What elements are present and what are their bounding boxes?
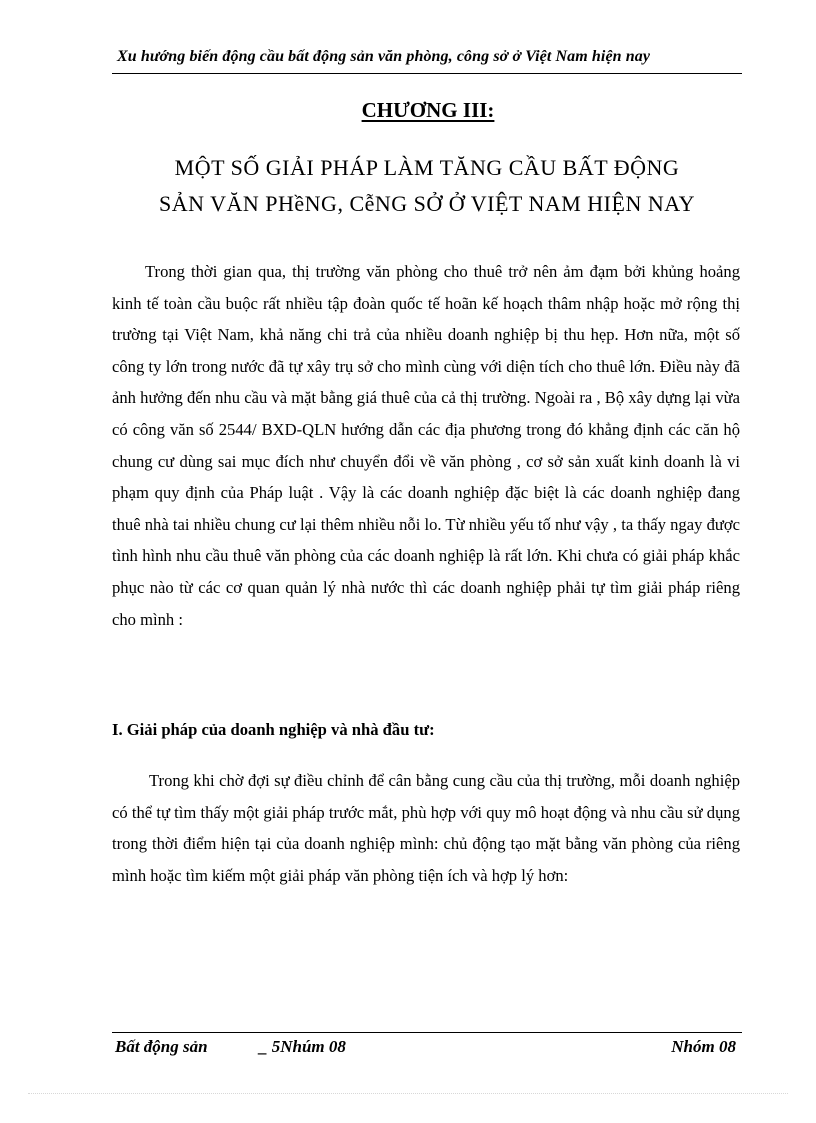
section-paragraph: Trong khi chờ đợi sự điều chỉnh để cân bằng cung cầu của thị trường, mỗi doanh nghiệp có thể tự tìm thấy một giải pháp trước mắt, phù hợp với quy mô hoạt động và nhu cầu sử dụng trong thời điểm hiện tại của doanh nghiệp mình: chủ động tạo mặt bằng văn phòng của riêng mình hoặc tìm kiếm một giải pháp văn phòng tiện ích và hợp lý hơn: [112,771,740,885]
intro-paragraph: Trong thời gian qua, thị trường văn phòng cho thuê trở nên ảm đạm bởi khủng hoảng kinh tế toàn cầu buộc rất nhiều tập đoàn quốc tế hoãn kế hoạch thâm nhập hoặc mở rộng thị trường tại Việt Nam, khả năng chi trả của nhiều doanh nghiệp bị thu hẹp. Hơn nữa, một số công ty lớn trong nước đã tự xây trụ sở cho mình cùng với diện tích cho thuê lớn. Điều này đã ảnh hưởng đến nhu cầu và mặt bằng giá thuê của cả thị trường. Ngoài ra , Bộ xây dựng lại vừa có công văn số 2544/ BXD-QLN hướng dẫn các địa phương trong đó khẳng định các căn hộ chung cư dùng sai mục đích như chuyển đổi về văn phòng , cơ sở sản xuất kinh doanh là vi phạm quy định của Pháp luật . Vậy là các doanh nghiệp đặc biệt là các doanh nghiệp đang thuê nhà tai nhiều chung cư lại thêm nhiều nỗi lo. Từ nhiều yếu tố như vậy , ta thấy ngay được tình hình nhu cầu thuê văn phòng của các doanh nghiệp là rất lớn. Khi chưa có giải pháp khắc phục nào từ các cơ quan quản lý nhà nước thì các doanh nghiệp phải tự tìm giải pháp riêng cho mình : [112,262,740,629]
section-heading: I. Giải pháp của doanh nghiệp và nhà đầu tư: [112,720,435,739]
footer-rule [112,1032,742,1033]
footer-right-text: Nhóm 08 [671,1037,736,1056]
chapter-title-line-2: SẢN VĂN PHềNG, CễNG SỞ Ở VIỆT NAM HIỆN NAY [159,191,695,216]
chapter-title [112,150,742,222]
chapter-title-line-1: MỘT SỐ GIẢI PHÁP LÀM TĂNG CẦU BẤT ĐỘNG [174,155,680,180]
header-rule [112,73,742,74]
footer-left-text: Bất động sản [115,1037,208,1056]
page-edge-divider [28,1093,788,1094]
page-footer [112,1037,742,1061]
footer-center-text: _ 5Nhúm 08 [259,1037,346,1056]
running-header: Xu hướng biến động cầu bất động sản văn phòng, công sở ở Việt Nam hiện nay [117,48,651,65]
chapter-label: CHƯƠNG III: [361,98,495,122]
